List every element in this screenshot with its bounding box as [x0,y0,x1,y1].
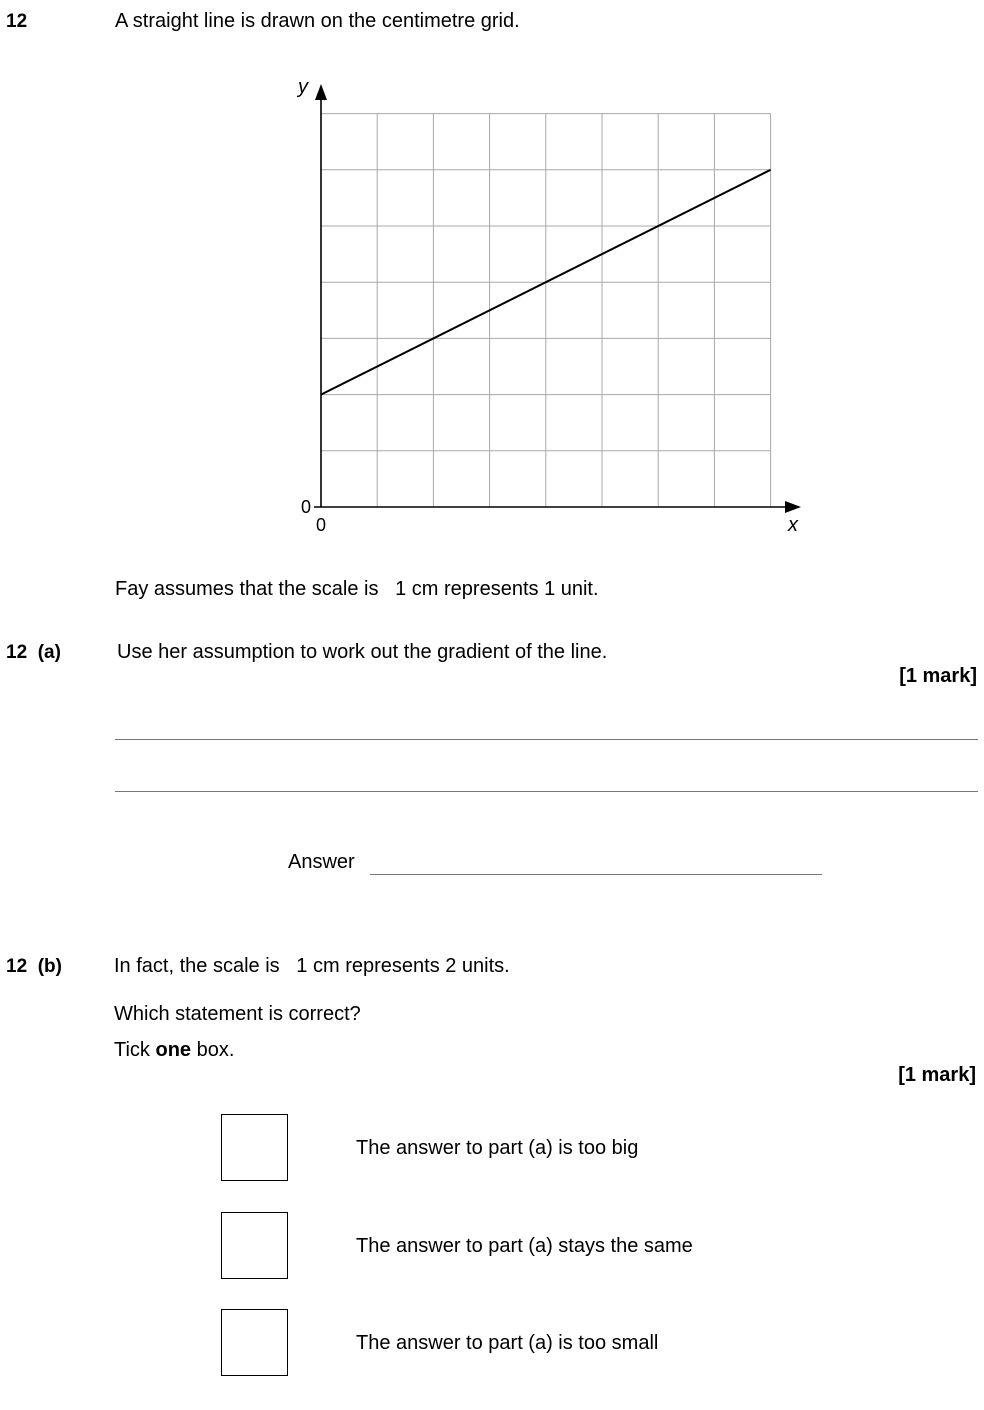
answer-line[interactable] [370,874,822,875]
scale-assumption: Fay assumes that the scale is 1 cm represents 1 unit. [115,578,599,600]
answer-label: Answer [288,851,355,873]
grid [321,114,771,507]
part-a-marks: [1 mark] [899,665,977,687]
part-b-statement: In fact, the scale is 1 cm represents 2 units. [114,955,510,977]
y-axis-label: y [298,76,308,98]
tick-prefix: Tick [114,1039,156,1061]
part-a-text: Use her assumption to work out the gradient of the line. [117,641,608,663]
tick-box-same[interactable] [221,1212,288,1279]
option-too-big: The answer to part (a) is too big [356,1137,639,1159]
tick-box-too-big[interactable] [221,1114,288,1181]
y-axis-arrow-icon [315,84,327,100]
working-line-2[interactable] [115,791,978,792]
part-b-label: 12 (b) [6,956,62,977]
tick-instruction [114,1039,234,1062]
option-same: The answer to part (a) stays the same [356,1235,693,1257]
axes [314,84,801,513]
line-graph [0,0,984,560]
tick-suffix: box. [191,1039,235,1061]
x-axis-arrow-icon [785,501,801,513]
part-b-question: Which statement is correct? [114,1003,361,1025]
part-b-marks: [1 mark] [898,1064,976,1086]
x-axis-label: x [788,514,798,536]
tick-box-too-small[interactable] [221,1309,288,1376]
x-origin-label: 0 [315,515,327,535]
working-line-1[interactable] [115,739,978,740]
part-a-label: 12 (a) [6,642,61,663]
option-too-small: The answer to part (a) is too small [356,1332,659,1354]
question-number: 12 [6,11,28,32]
y-origin-label: 0 [300,497,312,517]
tick-emphasis: one [155,1039,192,1061]
question-intro: A straight line is drawn on the centimetre grid. [115,10,520,32]
